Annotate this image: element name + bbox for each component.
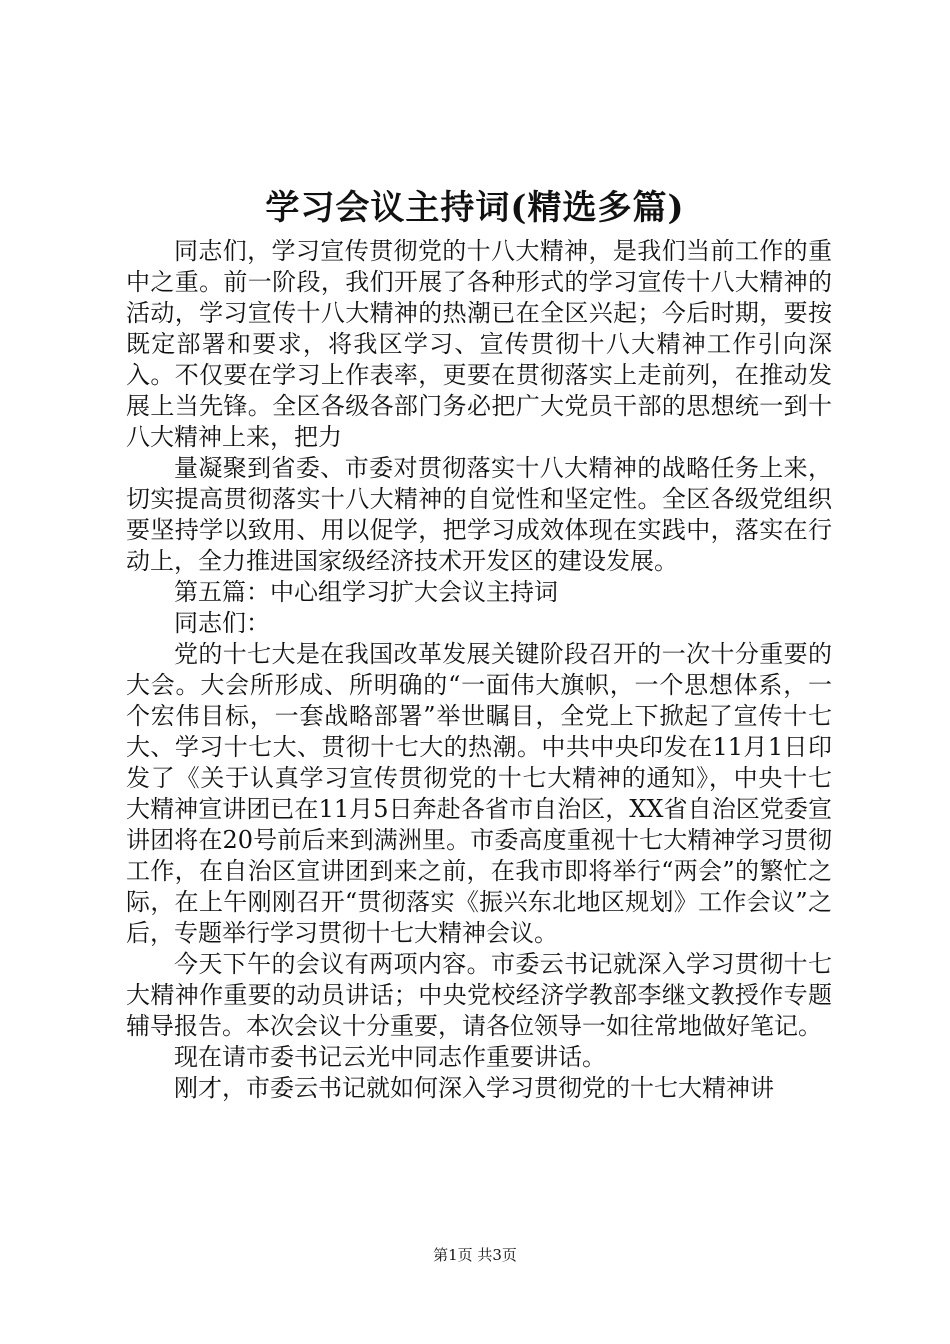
paragraph: 党的十七大是在我国改革发展关键阶段召开的一次十分重要的大会。大会所形成、所明确的“一面伟大旗帜，一个思想体系，一个宏伟目标，一套战略部署”举世瞩目，全党上下掀起了宣传十七大、学习十七大、贯彻十七大的热潮。中共中央印发在11月1日印发了《关于认真学习宣传贯彻党的十七大精神的通知》，中央十七大精神宣讲团已在11月5日奔赴各省市自治区，XX省自治区党委宣讲团将在20号前后来到满洲里。市委高度重视十七大精神学习贯彻工作，在自治区宣讲团到来之前，在我市即将举行“两会”的繁忙之际，在上午刚刚召开“贯彻落实《振兴东北地区规划》工作会议”之后，专题举行学习贯彻十七大精神会议。	[126, 640, 832, 947]
paragraph: 量凝聚到省委、市委对贯彻落实十八大精神的战略任务上来，切实提高贯彻落实十八大精神的自觉性和坚定性。全区各级党组织要坚持学以致用、用以促学，把学习成效体现在实践中，落实在行动上，全力推进国家级经济技术开发区的建设发展。	[126, 454, 832, 575]
section-heading: 第五篇：中心组学习扩大会议主持词	[174, 578, 558, 606]
page-footer: 第1页 共3页	[433, 1246, 517, 1264]
paragraph: 现在请市委书记云光中同志作重要讲话。	[174, 1043, 606, 1071]
paragraph: 刚才，市委云书记就如何深入学习贯彻党的十七大精神讲	[174, 1074, 774, 1102]
document-title: 学习会议主持词(精选多篇)	[265, 188, 685, 228]
document-body	[126, 236, 832, 1104]
salutation: 同志们：	[174, 609, 270, 637]
paragraph: 今天下午的会议有两项内容。市委云书记就深入学习贯彻十七大精神作重要的动员讲话；中央党校经济学教部李继文教授作专题辅导报告。本次会议十分重要，请各位领导一如往常地做好笔记。	[126, 950, 832, 1040]
paragraph: 同志们，学习宣传贯彻党的十八大精神，是我们当前工作的重中之重。前一阶段，我们开展了各种形式的学习宣传十八大精神的活动，学习宣传十八大精神的热潮已在全区兴起；今后时期，要按既定部署和要求，将我区学习、宣传贯彻十八大精神工作引向深入。不仅要在学习上作表率，更要在贯彻落实上走前列，在推动发展上当先锋。全区各级各部门务必把广大党员干部的思想统一到十八大精神上来，把力	[126, 237, 832, 451]
